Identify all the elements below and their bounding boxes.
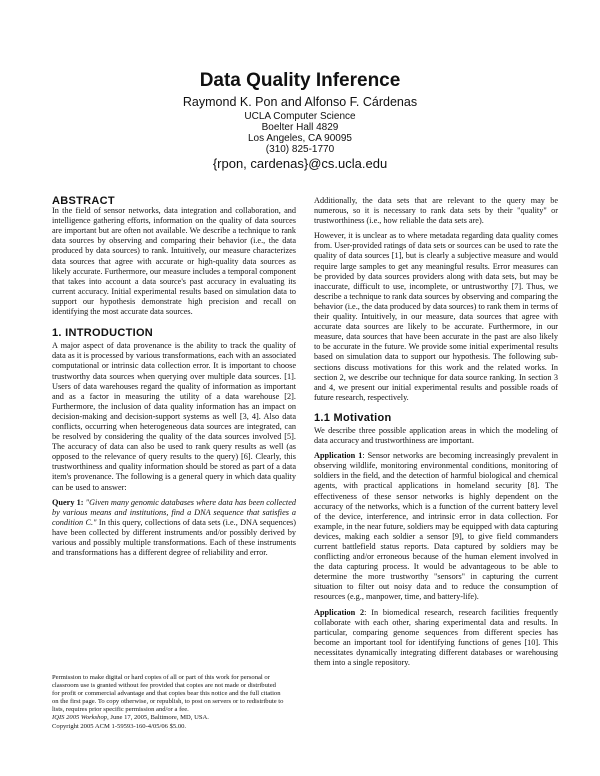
right-paragraph-1: Additionally, the data sets that are relevant to the query may be numerous, so it is necessary to rank data sets by their "quality" or trustworthiness (i.e., how reliable the data sets are). [314, 196, 558, 226]
venue: IQIS 2005 Workshop [52, 714, 108, 722]
motivation-heading: 1.1 Motivation [314, 411, 392, 424]
intro-paragraph: A major aspect of data provenance is the ability to track the quality of data as it is processed by various transformations, each with an associated computational or intrinsic data collection error. It is important to choose trustworthy data sources when querying over multiple data sources. [1]. Users of data warehouses regard the quality of information as important and as a factor in measuring the utility of a data warehouse [2]. Furthermore, the inclusion of data quality information has an impact on decision-making and decision-support systems as well [3, 4]. Also data conflicts, occurring when heterogeneous data sources are integrated, can be resolved by considering the quality of the data sources involved [5]. The accuracy of data can also be used to rank query results as well (as opposed to the relevance of query results to the query) [6]. Clearly, this trustworthiness and quality information should be stored as part of a data item's provenance. The following is a general query in which data quality can be used to answer: [52, 341, 296, 492]
address-line-1: Boelter Hall 4829 [261, 122, 339, 133]
email: {rpon, cardenas}@cs.ucla.edu [212, 156, 388, 171]
query-text: "Given many genomic databases where data has been collected by various means and institutions, find a DNA sequence that satisfies a condition C." [52, 497, 297, 527]
application-2-label: Application 2 [314, 607, 365, 617]
right-paragraph-2: However, it is unclear as to where metadata regarding data quality comes from. User-provided ratings of data sets or sources can be used to rate the quality of data sources [1], but is clearly a subjective measure and would require large samples to get any meaningful results. Error measures can be provided by data sources providers along with data sets, but may be inaccurate, difficult to use, incomplete, or untrustworthy [7]. Thus, we describe a technique to rank data sources by observing and comparing the behavior (i.e., the data produced by data sources) to rank them in terms of their quality. Intuitively, in our measure, data sources that agree with accurate data sources are likely to be accurate. Furthermore, in our measure, data sources that have been accurate in the past are also likely to be accurate in the future. We provide some initial experimental results based on simulation data to support our hypothesis. The following sub-sections discuss motivations for this work and the related works. In section 2, we describe our technique for data source ranking. In section 3 and 4, we present our initial experimental results and possible roads of future research, respectively. [314, 231, 558, 402]
author-names: Raymond K. Pon and Alfonso F. Cárdenas [182, 95, 418, 109]
left-column [52, 196, 296, 558]
abstract-text: In the field of sensor networks, data integration and collaboration, and intelligence gathering efforts, information on the quality of data sources are important but are often not available. We describe a technique to rank data sources by observing and comparing their behavior (i.e., the data produced by data sources) to rank. Intuitively, our measure characterizes data sources that agree with accurate or high-quality data sources as likely accurate. Furthermore, our measure includes a temporal component that takes into account a data source's past accuracy in evaluating its current accuracy. Initial experimental results based on simulation data to support our hypothesis demonstrate high precision and recall on identifying the most accurate data sources. [52, 206, 296, 317]
paper-title: Data Quality Inference [199, 70, 401, 91]
application-2-text: : In biomedical research, research facilities frequently collaborate with each other, sharing experimental data and results. In particular, comparing genome sequences from different species has become an important tool for identifying functions of genes [10]. This necessitates dynamically integrating different databases or warehousing them into a single repository. [314, 607, 558, 668]
abstract-heading: ABSTRACT [52, 195, 115, 207]
permission-block [52, 674, 284, 731]
motivation-paragraph: We describe three possible application areas in which the modeling of data accuracy and trustworthiness are important. [314, 425, 558, 446]
application-2-paragraph [314, 608, 558, 669]
query-paragraph [52, 498, 296, 559]
application-1-label: Application 1 [314, 451, 363, 461]
phone: (310) 825-1770 [265, 144, 335, 155]
right-column [314, 196, 558, 668]
address-line-2: Los Angeles, CA 90095 [248, 133, 352, 144]
permission-text: Permission to make digital or hard copies of all or part of this work for personal or classroom use is granted without fee provided that copies are not made or distributed for profit or commercial advantage and that copies bear this notice and the full citation on the first page. To copy otherwise, or republish, to post on servers or to redistribute to lists, requires prior specific permission and/or a fee. [52, 674, 284, 714]
venue-details: , June 17, 2005, Baltimore, MD, USA. [107, 714, 209, 722]
query-label: Query 1: [52, 497, 84, 507]
intro-heading: 1. INTRODUCTION [52, 327, 154, 340]
application-1-paragraph [314, 451, 558, 602]
application-1-text: : Sensor networks are becoming increasingly prevalent in observing wildlife, monitoring environmental conditions, monitoring of soldiers in the field, and the detection of harmful biological and chemical agents, with practical applications in homeland security [8]. The effectiveness of these sensor networks is highly dependent on the accuracy of the networks, which is a function of the current battery level of the device, interference, and intrinsic error in data collection. For example, in the near future, soldiers may be equipped with data capturing devices, making each soldier a sensor [9], to give field commanders current battlefield status reports. Data captured by soldiers may be conflicting and/or erroneous because of the human element involved in the data capturing process. It would be advantageous to be able to determine the more trustworthy "sensors" in capturing the current situation to filter out noisy data and to reduce the consumption of resources (e.g., manpower, time, and battery-life). [314, 451, 559, 602]
affiliation: UCLA Computer Science [244, 111, 356, 122]
copyright: Copyright 2005 ACM 1-59593-160-4/05/06 $5.00. [52, 722, 187, 730]
query-rest: In this query, collections of data sets (i.e., DNA sequences) have been collected by different instruments and/or possibly derived by various and possibly multiple transformations. Each of these instruments and transformations has a different degree of reliability and error. [52, 517, 296, 558]
